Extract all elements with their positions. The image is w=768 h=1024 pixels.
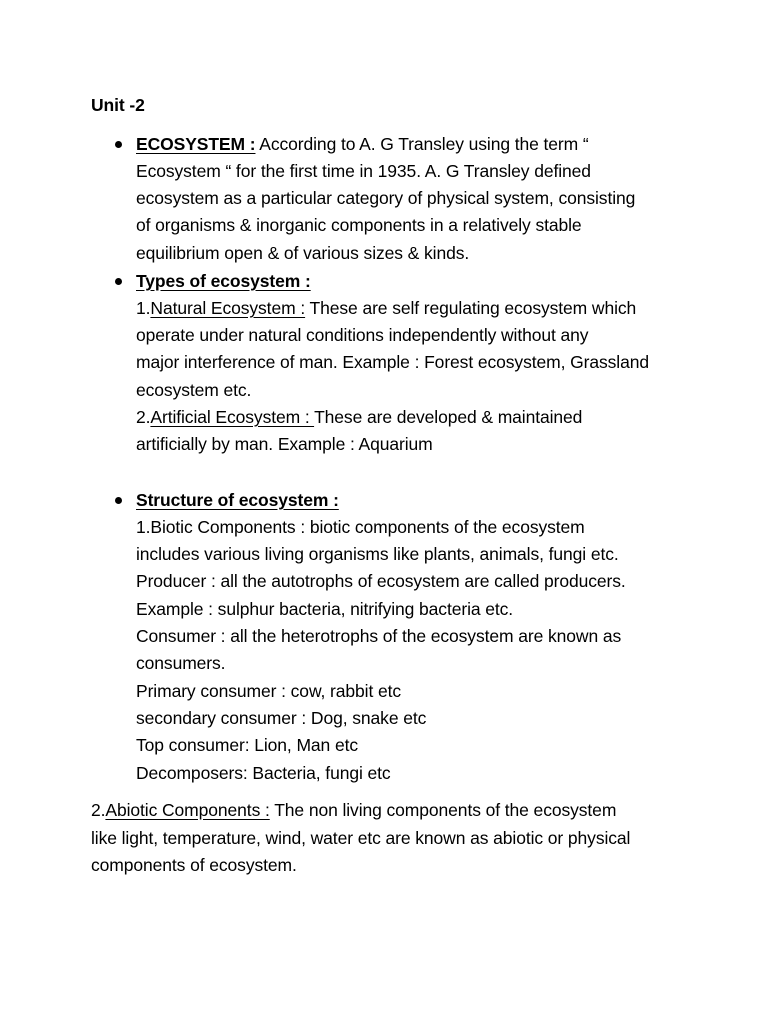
unit-heading: Unit -2 (91, 95, 145, 115)
structure-line-9: Top consumer: Lion, Man etc (136, 735, 358, 755)
natural-line-4: ecosystem etc. (136, 380, 252, 400)
structure-line-5: Consumer : all the heterotrophs of the ecosystem are known as (136, 626, 622, 646)
ecosystem-line-4: of organisms & inorganic components in a relatively stable (136, 215, 582, 235)
structure-line-2: includes various living organisms like plants, animals, fungi etc. (136, 544, 619, 564)
ecosystem-line-2: Ecosystem “ for the first time in 1935. A. G Transley defined (136, 161, 591, 181)
structure-line-3: Producer : all the autotrophs of ecosystem are called producers. (136, 571, 626, 591)
artificial-ecosystem-label: Artificial Ecosystem : (150, 407, 315, 427)
structure-line-1: 1.Biotic Components : biotic components of the ecosystem (136, 517, 585, 537)
abiotic-line-1: 2.Abiotic Components : The non living components of the ecosystem (91, 800, 617, 820)
ecosystem-line-5: equilibrium open & of various sizes & kinds. (136, 243, 470, 263)
structure-line-7: Primary consumer : cow, rabbit etc (136, 681, 402, 701)
structure-line-4: Example : sulphur bacteria, nitrifying bacteria etc. (136, 599, 514, 619)
bullet-icon (115, 497, 122, 504)
natural-line-1: 1.Natural Ecosystem : These are self regulating ecosystem which (136, 298, 637, 318)
abiotic-components-label: Abiotic Components : (105, 800, 270, 820)
bullet-icon (115, 278, 122, 285)
structure-line-10: Decomposers: Bacteria, fungi etc (136, 763, 391, 783)
abiotic-line-2: like light, temperature, wind, water etc are known as abiotic or physical (91, 828, 631, 848)
structure-title: Structure of ecosystem : (136, 490, 339, 510)
ecosystem-line-3: ecosystem as a particular category of physical system, consisting (136, 188, 636, 208)
structure-line-6: consumers. (136, 653, 226, 673)
structure-line-8: secondary consumer : Dog, snake etc (136, 708, 427, 728)
natural-line-2: operate under natural conditions independently without any (136, 325, 589, 345)
ecosystem-title: ECOSYSTEM : (136, 134, 256, 154)
ecosystem-line-1: ECOSYSTEM : According to A. G Transley using the term “ (136, 134, 589, 154)
natural-ecosystem-label: Natural Ecosystem : (150, 298, 306, 318)
artificial-line-2: artificially by man. Example : Aquarium (136, 434, 433, 454)
types-title: Types of ecosystem : (136, 271, 311, 291)
artificial-line-1: 2.Artificial Ecosystem : These are developed & maintained (136, 407, 583, 427)
abiotic-line-3: components of ecosystem. (91, 855, 297, 875)
bullet-icon (115, 141, 122, 148)
natural-line-3: major interference of man. Example : Forest ecosystem, Grassland (136, 352, 649, 372)
